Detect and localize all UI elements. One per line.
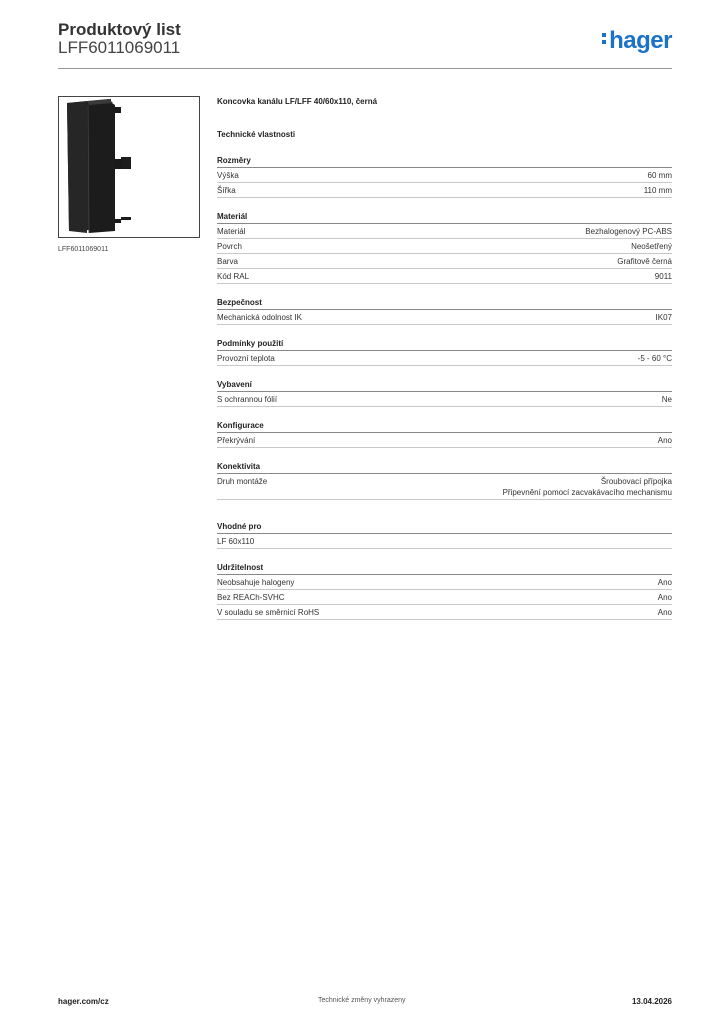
spec-row	[217, 351, 672, 366]
section-title: Konfigurace	[217, 421, 672, 433]
spec-value-line: Připevnění pomocí zacvakávacího mechanismu	[502, 488, 672, 497]
spec-value	[658, 577, 672, 588]
spec-label: Materiál	[217, 227, 246, 236]
spec-row	[217, 168, 672, 183]
spec-label: S ochrannou fólií	[217, 395, 278, 404]
spec-label: Druh montáže	[217, 477, 268, 486]
spec-value	[638, 353, 672, 364]
spec-label: Neobsahuje halogeny	[217, 578, 295, 587]
spec-row	[217, 183, 672, 198]
section-title: Podmínky použití	[217, 339, 672, 351]
spec-row	[217, 605, 672, 620]
product-image	[58, 96, 200, 238]
spec-value-line: Šroubovací přípojka	[600, 477, 672, 486]
technical-properties-heading: Technické vlastnosti	[217, 130, 296, 139]
spec-value-line: Ne	[661, 395, 672, 404]
spec-row	[217, 590, 672, 605]
spec-value	[503, 476, 672, 498]
spec-value-line: Bezhalogenový PC-ABS	[585, 227, 672, 236]
specs-panel	[217, 97, 672, 620]
spec-value-line: 60 mm	[647, 171, 672, 180]
section-title: Konektivita	[217, 462, 672, 474]
hager-logo	[602, 27, 672, 55]
spec-section	[217, 339, 672, 366]
spec-value-line: Ano	[657, 578, 672, 587]
spec-row	[217, 254, 672, 269]
spec-value	[644, 185, 672, 196]
spec-label: Povrch	[217, 242, 242, 251]
spec-value	[655, 271, 672, 282]
section-title: Rozměry	[217, 156, 672, 168]
section-title: Materiál	[217, 212, 672, 224]
spec-section	[217, 212, 672, 284]
spec-label: Mechanická odolnost IK	[217, 313, 302, 322]
spec-value	[656, 312, 672, 323]
spec-section	[217, 156, 672, 198]
spec-value	[585, 226, 672, 237]
spec-row	[217, 534, 672, 549]
spec-label: Výška	[217, 171, 239, 180]
spec-section	[217, 522, 672, 549]
spec-value	[658, 435, 672, 446]
product-code: LFF6011069011	[58, 38, 181, 57]
footer-notice: Technické změny vyhrazeny	[318, 997, 406, 1004]
spec-label: Kód RAL	[217, 272, 250, 281]
spec-value-line: 9011	[654, 272, 672, 281]
logo-text: hager	[609, 27, 672, 54]
cable-duct-end-cap-icon	[59, 97, 199, 237]
footer-date: 13.04.2026	[631, 997, 672, 1006]
logo-dots-icon	[602, 33, 607, 47]
spec-value-line: IK07	[655, 313, 672, 322]
spec-section	[217, 298, 672, 325]
section-title: Vybavení	[217, 380, 672, 392]
spec-value	[631, 241, 672, 252]
product-name: Koncovka kanálu LF/LFF 40/60x110, černá	[217, 97, 378, 106]
spec-row	[217, 474, 672, 500]
spec-value-line: Ano	[657, 436, 672, 445]
spec-value-line: Grafitově černá	[617, 257, 672, 266]
section-title: Vhodné pro	[217, 522, 672, 534]
section-title: Udržitelnost	[217, 563, 672, 575]
spec-label: LF 60x110	[217, 537, 255, 546]
spec-value-line: Neošetřený	[631, 242, 672, 251]
spec-value	[658, 592, 672, 603]
spec-value	[658, 607, 672, 618]
spec-label: Šířka	[217, 186, 236, 195]
spec-value-line: Ano	[657, 608, 672, 617]
spec-value-line: 110 mm	[643, 186, 672, 195]
spec-label: Barva	[217, 257, 238, 266]
spec-row	[217, 575, 672, 590]
spec-value	[648, 170, 672, 181]
spec-section	[217, 380, 672, 407]
spec-value-line: Ano	[657, 593, 672, 602]
spec-row	[217, 392, 672, 407]
spec-row	[217, 433, 672, 448]
spec-value	[617, 256, 672, 267]
spec-row	[217, 239, 672, 254]
spec-label: V souladu se směrnicí RoHS	[217, 608, 320, 617]
header-divider	[58, 68, 672, 69]
footer-website: hager.com/cz	[58, 997, 109, 1006]
spec-label: Bez REACh-SVHC	[217, 593, 285, 602]
spec-value-line: -5 - 60 °C	[637, 354, 672, 363]
spec-label: Překrývání	[217, 436, 256, 445]
spec-section	[217, 563, 672, 620]
spec-row	[217, 224, 672, 239]
spec-section	[217, 462, 672, 500]
spec-value	[662, 394, 672, 405]
section-title: Bezpečnost	[217, 298, 672, 310]
spec-label: Provozní teplota	[217, 354, 275, 363]
header-title: Produktový list	[58, 20, 181, 39]
image-caption: LFF6011069011	[58, 246, 109, 253]
spec-row	[217, 269, 672, 284]
spec-row	[217, 310, 672, 325]
spec-section	[217, 421, 672, 448]
